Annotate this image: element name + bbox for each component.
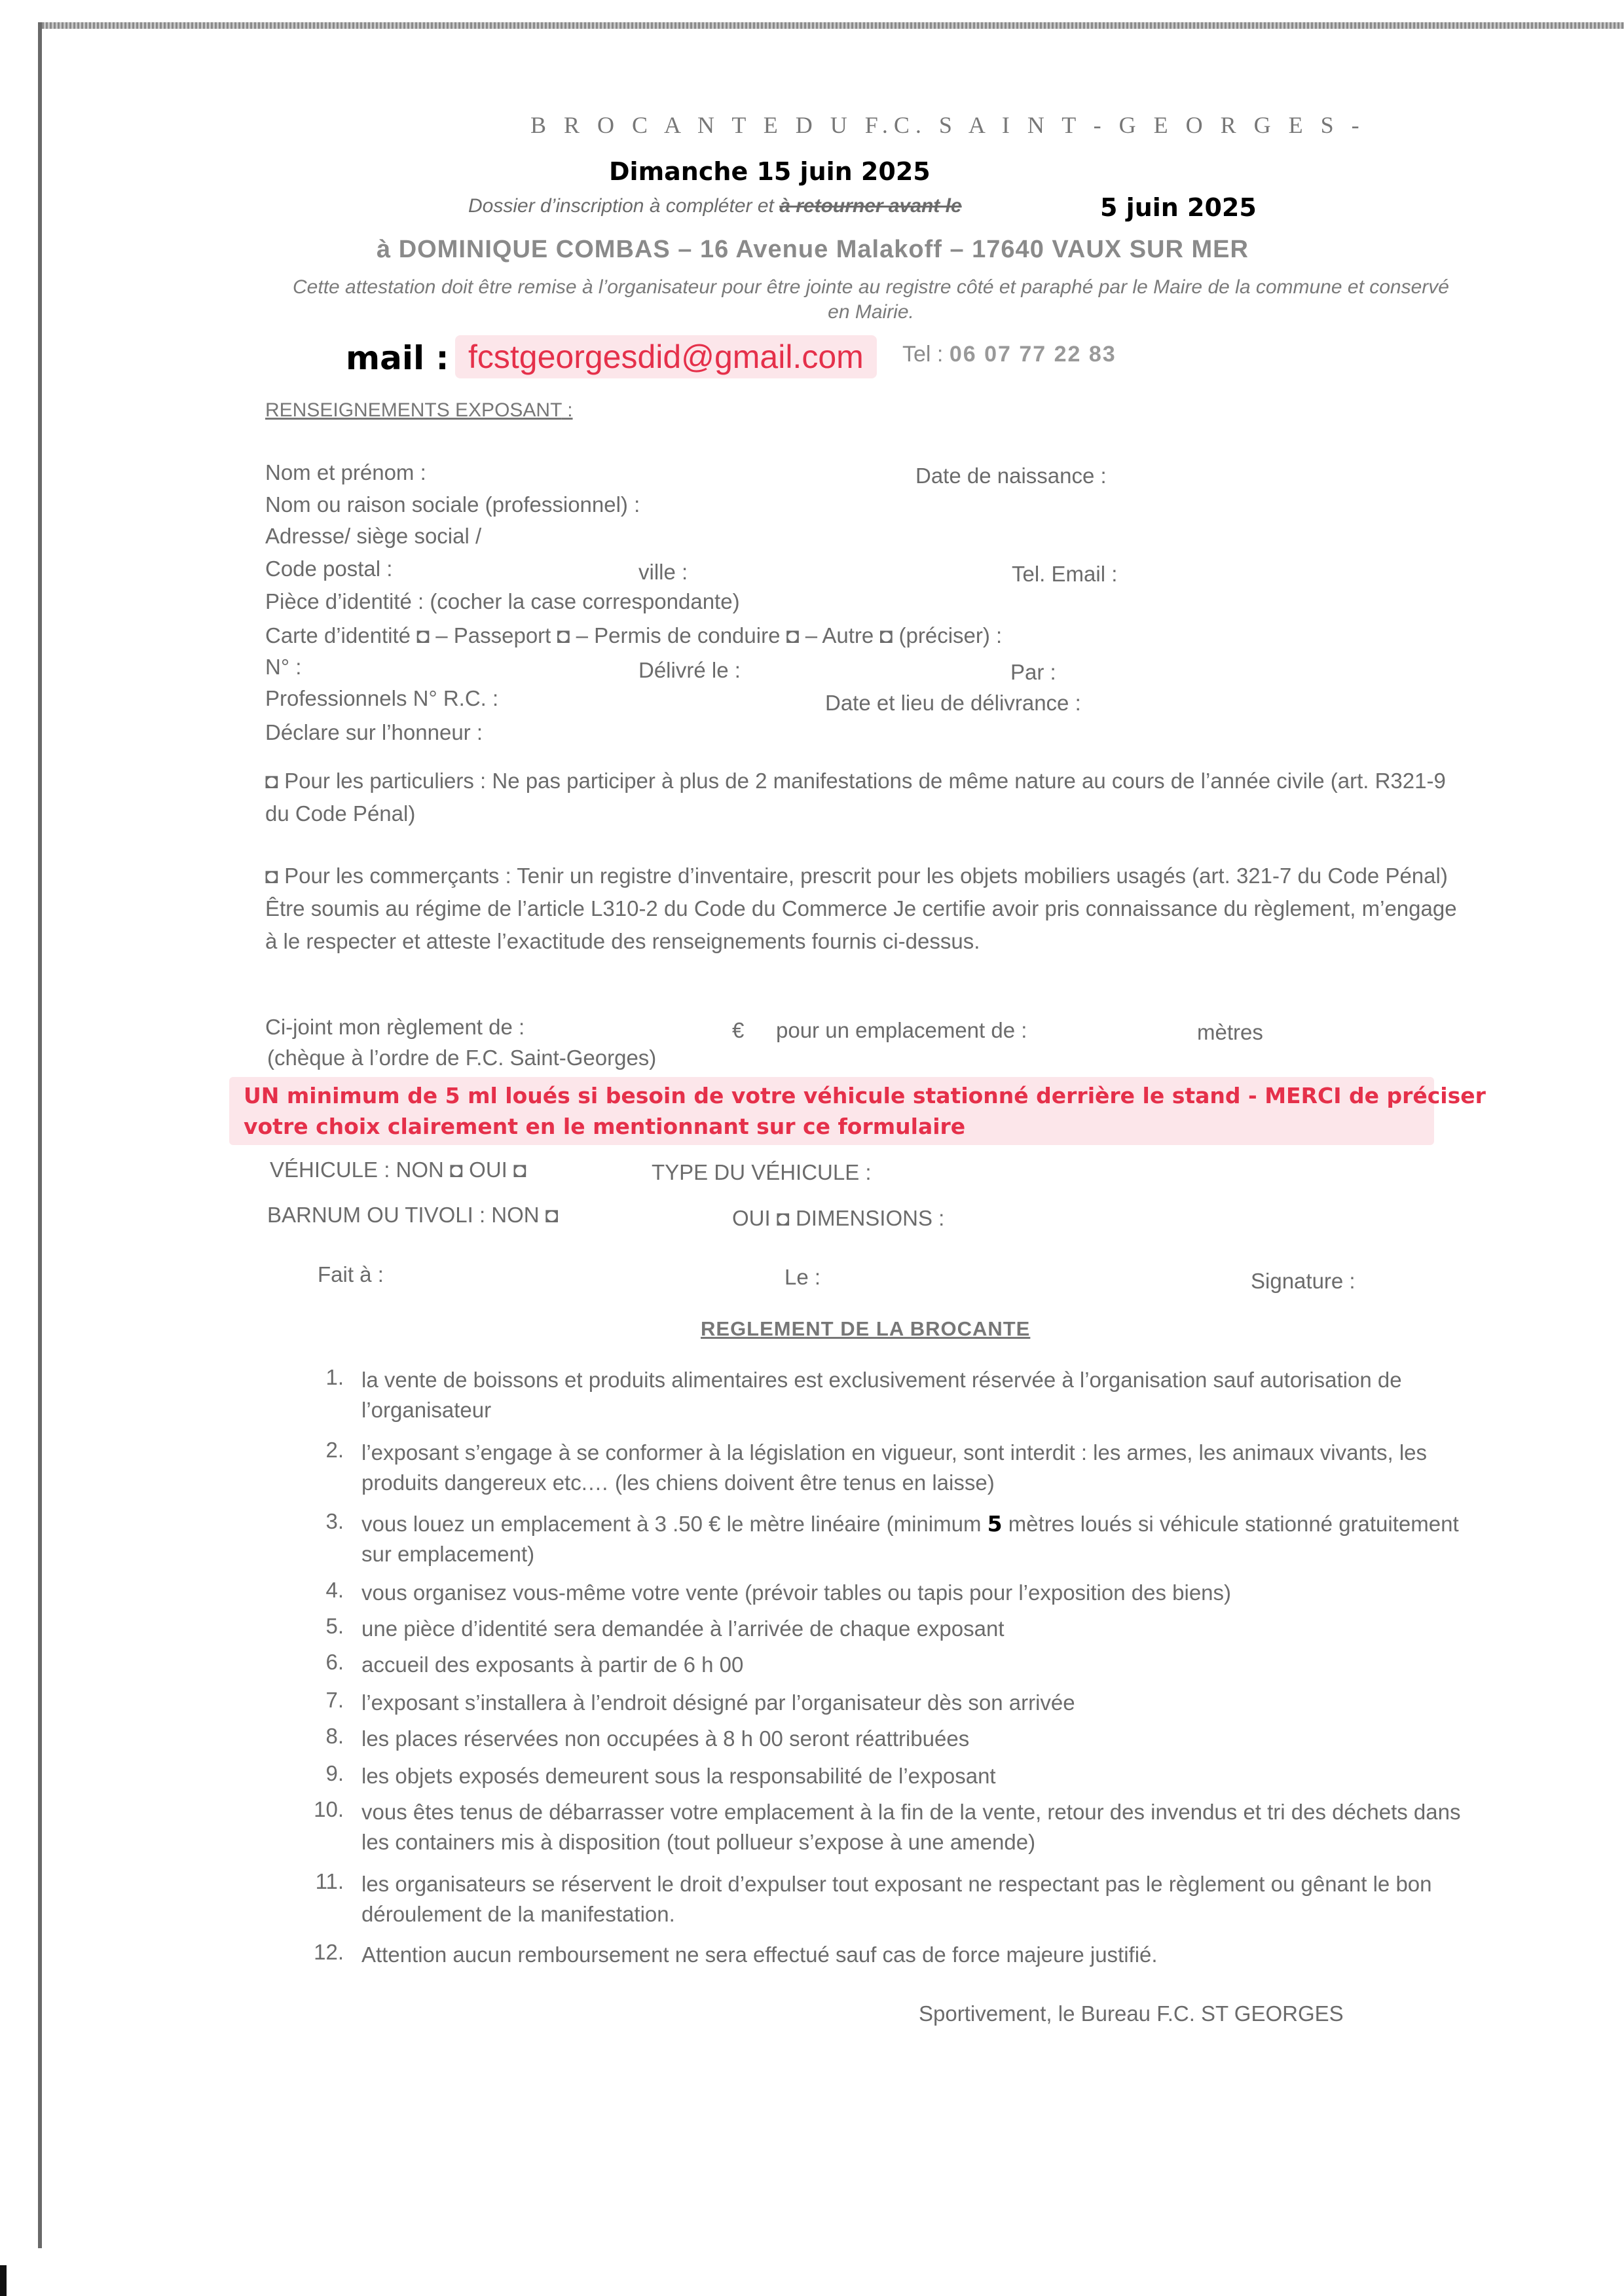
rule-text: vous êtes tenus de débarrasser votre emplacement à la fin de la vente, retour des invendus et tri des déchets dans les containers mis à disposition (tout pollueur s’expose à une amende) [361, 1800, 1461, 1854]
deadline-label [468, 195, 962, 217]
scan-corner-mark [0, 2265, 7, 2296]
rule-number: 11. [315, 1869, 344, 1893]
vehicle-notice [244, 1080, 1486, 1142]
field-reglement-montant[interactable]: Ci-joint mon règlement de : [265, 1015, 525, 1039]
checkbox-vehicule[interactable]: VÉHICULE : NON ◘ OUI ◘ [270, 1157, 526, 1182]
field-adresse[interactable]: Adresse/ siège social / [265, 524, 482, 548]
deadline-label-strike: à retourner avant le [779, 195, 962, 217]
scan-border-top [38, 22, 1624, 29]
declare-honneur: Déclare sur l’honneur : [265, 720, 483, 744]
mail-link[interactable]: fcstgeorgesdid@gmail.com [455, 335, 877, 378]
field-ville[interactable]: ville : [638, 560, 688, 584]
phone [902, 342, 1116, 367]
checkbox-particuliers[interactable]: ◘ Pour les particuliers : Ne pas participer à plus de 2 manifestations de même nature au cours de l’année civile (art. R321-9 du Code Pénal) [265, 769, 1446, 826]
rule-text: vous organisez vous-même votre vente (prévoir tables ou tapis pour l’exposition des biens) [361, 1580, 1232, 1605]
minimum-meters: 5 [987, 1511, 1003, 1537]
field-emplacement[interactable]: pour un emplacement de : [776, 1018, 1027, 1042]
field-date-lieu-delivrance[interactable]: Date et lieu de délivrance : [825, 691, 1081, 715]
rule-number: 9. [325, 1761, 344, 1785]
rule-number: 8. [325, 1724, 344, 1748]
vehicle-notice-line1: UN minimum de 5 ml loués si besoin de votre véhicule stationné derrière le stand - MERCI de préciser [244, 1083, 1486, 1108]
rule-number: 2. [325, 1438, 344, 1462]
euro-symbol: € [732, 1018, 745, 1042]
rule-text: vous louez un emplacement à 3 .50 € le mètre linéaire (minimum 5 mètres loués si véhicule stationné gratuitement sur emplacement) [361, 1511, 1459, 1566]
event-date: Dimanche 15 juin 2025 [609, 157, 931, 186]
field-par[interactable]: Par : [1010, 660, 1056, 684]
field-signature[interactable]: Signature : [1251, 1269, 1356, 1293]
address: à DOMINIQUE COMBAS – 16 Avenue Malakoff – 17640 VAUX SUR MER [377, 236, 1249, 263]
vehicle-notice-line2: votre choix clairement en le mentionnant sur ce formulaire [244, 1114, 966, 1139]
rule-text: les places réservées non occupées à 8 h 00 seront réattribuées [361, 1726, 970, 1751]
field-delivre-le[interactable]: Délivré le : [638, 658, 741, 682]
rule-text: la vente de boissons et produits alimentaires est exclusivement réservée à l’organisation sauf autorisation de l’organisateur [361, 1368, 1402, 1422]
field-raison-sociale[interactable]: Nom ou raison sociale (professionnel) : [265, 492, 640, 517]
metres-label: mètres [1197, 1020, 1263, 1044]
rule-number: 6. [325, 1650, 344, 1674]
rule-text: Attention aucun remboursement ne sera effectué sauf cas de force majeure justifié. [361, 1942, 1158, 1967]
rule-text: une pièce d’identité sera demandée à l’arrivée de chaque exposant [361, 1616, 1005, 1641]
section-exposant-title: RENSEIGNEMENTS EXPOSANT : [265, 399, 573, 421]
reglement-title: REGLEMENT DE LA BROCANTE [701, 1317, 1031, 1340]
rule-number: 12. [314, 1940, 344, 1964]
field-code-postal[interactable]: Code postal : [265, 556, 393, 581]
field-numero[interactable]: N° : [265, 655, 302, 679]
rule-text: les objets exposés demeurent sous la responsabilité de l’exposant [361, 1764, 996, 1788]
rule-number: 5. [325, 1614, 344, 1638]
scan-border-left [38, 22, 42, 2248]
rule-text: accueil des exposants à partir de 6 h 00 [361, 1652, 744, 1677]
tel-label: Tel : [902, 342, 944, 367]
field-nom-prenom[interactable]: Nom et prénom : [265, 460, 426, 484]
checkbox-barnum-non[interactable]: BARNUM OU TIVOLI : NON ◘ [267, 1203, 559, 1227]
rule-number: 10. [314, 1797, 344, 1821]
document-title: B R O C A N T E D U F.C. S A I N T - G E O R G E S - [530, 112, 1365, 138]
sign-off: Sportivement, le Bureau F.C. ST GEORGES [919, 2001, 1344, 2026]
tel-number: 06 07 77 22 83 [949, 342, 1116, 367]
rule-number: 1. [325, 1365, 344, 1389]
cheque-note: (chèque à l’ordre de F.C. Saint-Georges) [267, 1046, 657, 1070]
checkbox-barnum-oui-dimensions[interactable]: OUI ◘ DIMENSIONS : [732, 1206, 945, 1230]
field-fait-a[interactable]: Fait à : [318, 1262, 384, 1286]
deadline-date: 5 juin 2025 [1100, 193, 1257, 222]
field-tel-email[interactable]: Tel. Email : [1012, 562, 1118, 586]
deadline-label-plain: Dossier d’inscription à compléter et [468, 195, 780, 217]
attestation-note: Cette attestation doit être remise à l’organisateur pour être jointe au registre côté et paraphé par le Maire de la commune et conservé en Mairie. [293, 276, 1449, 323]
field-date-naissance[interactable]: Date de naissance : [915, 464, 1107, 488]
field-le[interactable]: Le : [784, 1265, 821, 1289]
checkbox-commercants[interactable]: ◘ Pour les commerçants : Tenir un registre d’inventaire, prescrit pour les objets mobiliers usagés (art. 321-7 du Code Pénal) Être soumis au régime de l’article L310-2 du Code du Commerce Je certifie avoir pris connaissance du règlement, m’engage à le respecter et atteste l’exactitude des renseignements fournis ci-dessus. [265, 864, 1457, 953]
rule-number: 7. [325, 1688, 344, 1712]
rule-number: 4. [325, 1578, 344, 1602]
id-type-checkboxes[interactable]: Carte d’identité ◘ – Passeport ◘ – Permis de conduire ◘ – Autre ◘ (préciser) : [265, 623, 1003, 647]
rule-text: l’exposant s’installera à l’endroit désigné par l’organisateur dès son arrivée [361, 1690, 1075, 1715]
rule-number: 3. [325, 1509, 344, 1533]
field-type-vehicule[interactable]: TYPE DU VÉHICULE : [652, 1160, 872, 1184]
rule-text: les organisateurs se réservent le droit d’expulser tout exposant ne respectant pas le règlement ou gênant le bon déroulement de la manifestation. [361, 1872, 1432, 1926]
field-professionnels-rc[interactable]: Professionnels N° R.C. : [265, 686, 499, 710]
mail-label: mail : [346, 339, 449, 377]
rule-text: l’exposant s’engage à se conformer à la législation en vigueur, sont interdit : les armes, les animaux vivants, les produits dangereux etc.… (les chiens doivent être tenus en laisse) [361, 1440, 1428, 1495]
field-piece-identite: Pièce d’identité : (cocher la case correspondante) [265, 589, 740, 613]
